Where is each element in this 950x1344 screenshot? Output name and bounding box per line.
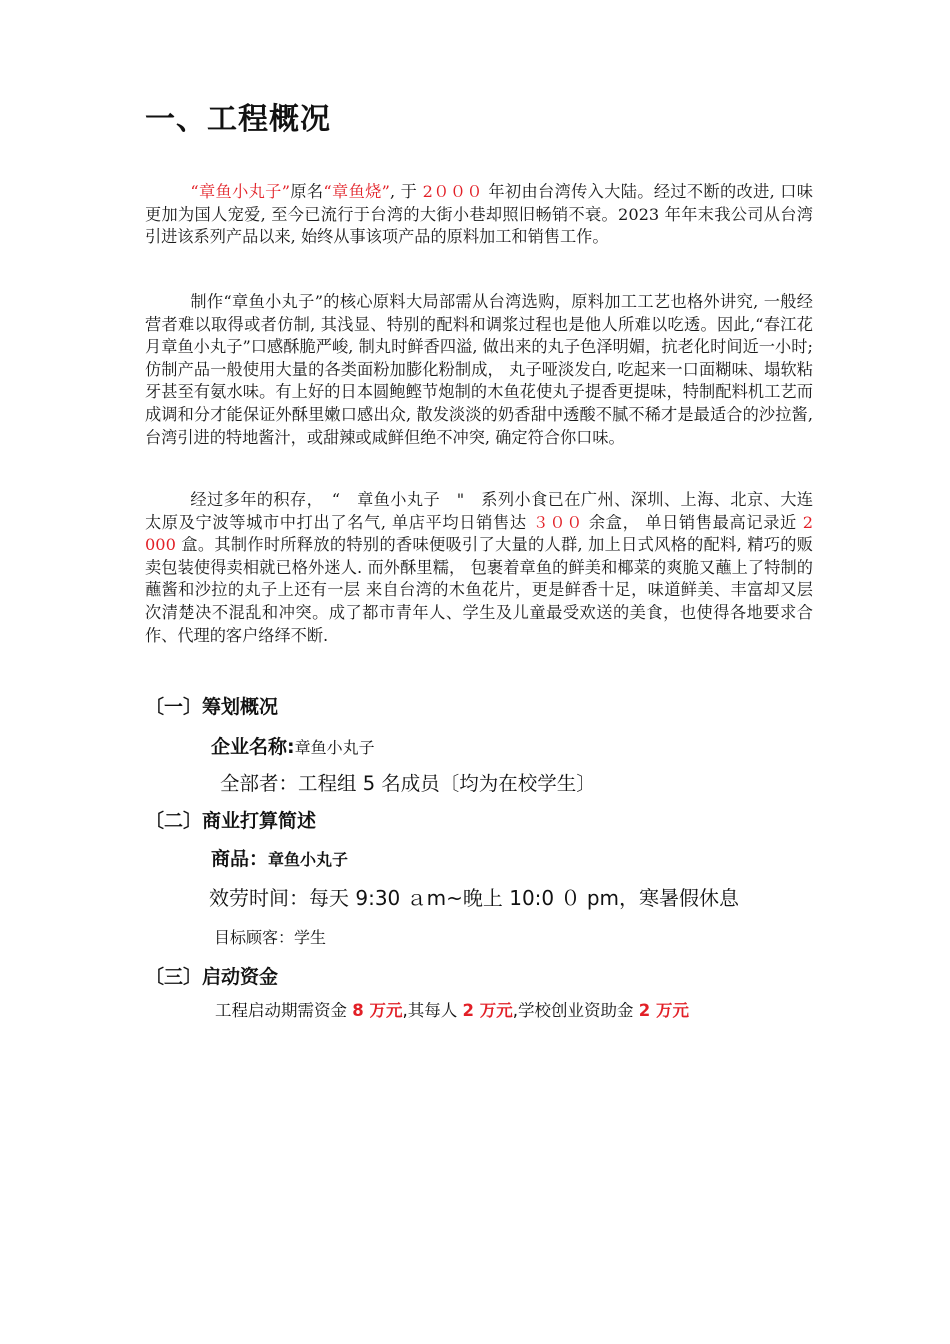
target-customer-line: 目标顾客：学生	[214, 928, 327, 947]
per-person-funds-highlight: 2 万元	[462, 1001, 513, 1020]
product-row	[211, 844, 348, 871]
original-name-highlight: “章鱼烧”	[323, 182, 390, 201]
product-label: 商品：	[211, 848, 269, 870]
sales-text-2: 余盒， 单日销售最高记录近	[583, 512, 803, 532]
product-name-highlight: 章鱼小丸子	[198, 182, 282, 201]
intro-text-1: 原名	[289, 182, 324, 201]
funding-line	[215, 997, 689, 1021]
paragraph-intro	[145, 181, 813, 249]
intro-text-3: 年初由台湾传入大陆。经过不断的改进, 口味更加为国人宠爱, 至今已流行于台湾的大街小巷却照旧畅销不衰。2023 年年末我公司从台湾引进该系列产品以来, 始终从事该项产品的原料加工和销售工作。	[145, 182, 813, 247]
intro-text-2: , 于	[389, 182, 423, 201]
paragraph-ingredients: 制作“章鱼小丸子”的核心原料大局部需从台湾选购，原料加工工艺也格外讲究, 一般经营者难以取得或者仿制, 其浅显、特别的配料和调浆过程也是他人所难以吃透。因此,“春江花月章鱼小丸子”口感酥脆严峻, 制丸时鲜香四溢, 做出来的丸子色泽明媚，抗老化时间近一小时; 仿制产品一般使用大量的各类面粉加膨化粉制成， 丸子哑淡发白, 吃起来一口面糊味、塌软粘牙甚至有氨水味。有上好的日本圆鲍鲣节炮制的木鱼花使丸子提香更提味，特制配料机工艺而成调和分才能保证外酥里嫩口感出众, 散发淡淡的奶香甜中透酸不腻不稀才是最适合的沙拉酱, 台湾引进的特地酱汁，或甜辣或咸鲜但绝不冲突, 确定符合你口味。	[145, 292, 813, 447]
section-heading-business-plan: 〔二〕商业打算简述	[145, 810, 317, 832]
funding-text-2: ,其每人	[402, 1001, 463, 1020]
service-hours-line: 效劳时间：每天 9:30 ａm~晚上 10:0 ０ pm，寒暑假休息	[209, 886, 740, 910]
school-grant-highlight: 2 万元	[638, 1001, 689, 1020]
sales-text-3: 盒。其制作时所释放的特别的香味便吸引了大量的人群, 加上日式风格的配料, 精巧的贩卖包装使得卖相就已格外迷人. 而外酥里糯， 包裹着章鱼的鲜美和椰菜的爽脆又蘸上了特制的蘸酱和沙拉的丸子上还有一层 来自台湾的木鱼花片，更是鲜香十足，味道鲜美、丰富却又层次清楚决不混乱和冲突。成了都市青年人、学生及儿童最受欢送的美食，也使得各地要求合作、代理的客户络绎不断.	[145, 535, 813, 645]
quote-close: ”	[281, 182, 290, 201]
year-highlight: 2０００	[422, 182, 483, 201]
total-funds-highlight: 8 万元	[352, 1001, 403, 1020]
company-name-row	[211, 732, 375, 759]
product-value: 章鱼小丸子	[268, 850, 349, 869]
page-title: 一、工程概况	[145, 102, 331, 137]
section-heading-startup-funds: 〔三〕启动资金	[145, 966, 279, 988]
daily-sales-highlight: ３００	[532, 512, 584, 532]
company-name-label: 企业名称:	[211, 736, 295, 758]
paragraph-sales	[145, 489, 813, 647]
section-heading-planning: 〔一〕筹划概况	[145, 696, 279, 718]
company-name-value: 章鱼小丸子	[294, 738, 375, 757]
owners-line: 全部者：工程组 5 名成员〔均为在校学生〕	[220, 772, 596, 795]
funding-text-3: ,学校创业资助金	[512, 1001, 639, 1020]
sales-text-1: 经过多年的积存， “ 章鱼小丸子 " 系列小食已在广州、深圳、上海、北京、大连太原及宁波等城市中打出了名气, 单店平均日销售达	[145, 490, 813, 532]
funding-text-1: 工程启动期需资金	[215, 1001, 353, 1020]
quote-open: “	[190, 182, 199, 201]
record-sales-highlight: 2 000	[145, 512, 814, 555]
